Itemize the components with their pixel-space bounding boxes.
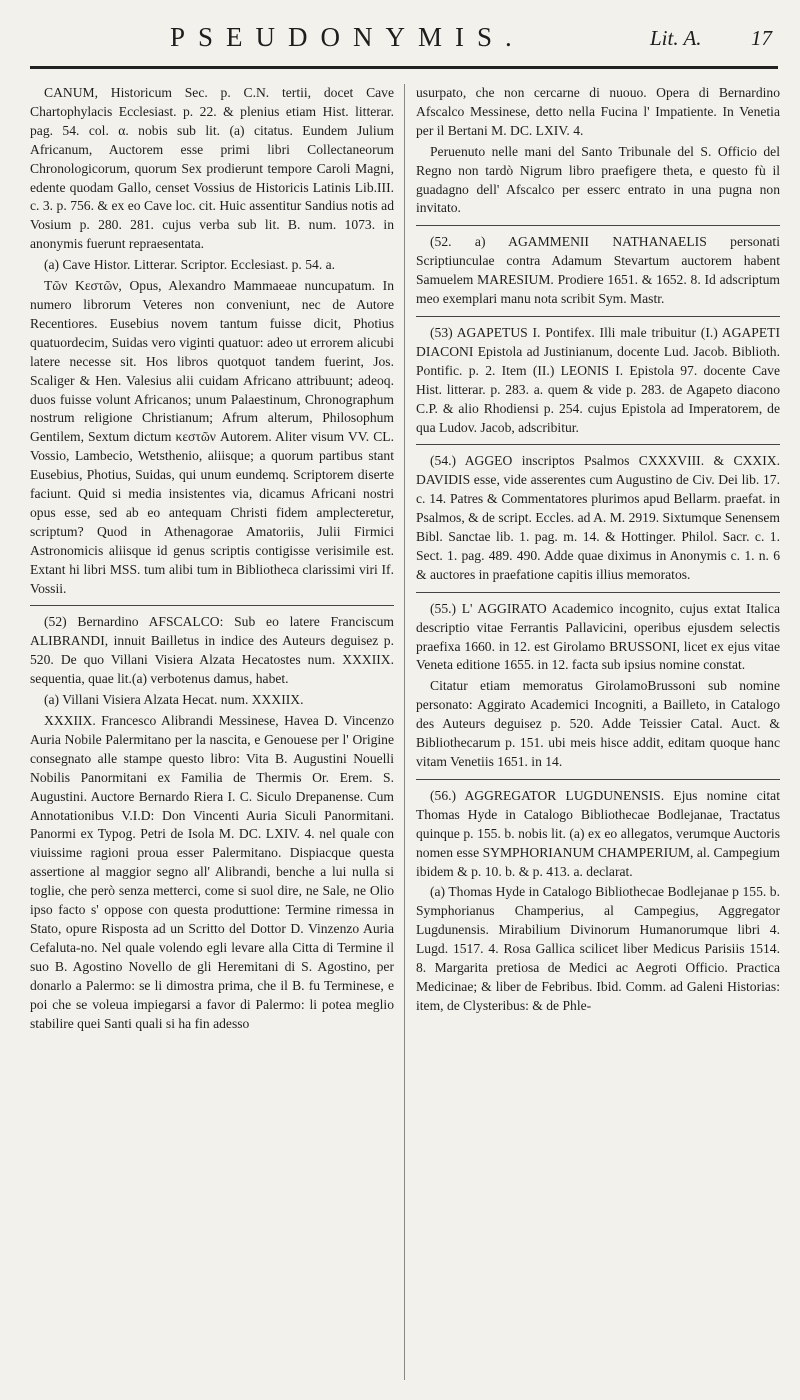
- entry-paragraph: (55.) L' AGGIRATO Academico incognito, cujus extat Italica descriptio vitae Ferrantis Pallavicini, operibus ejusdem selectis praefixa 1660. in 12. est Girolamo BRUSSONI, licet ex ejus vitae Veneta editione 1655. in 12. facta sub ipsius nomine constat.: [416, 600, 780, 673]
- entry-paragraph: CANUM, Historicum Sec. p. C.N. tertii, docet Cave Chartophylacis Ecclesiast. p. 22. & plenius etiam Hist. litterar. pag. 54. col. α. nobis sub lit. (a) citatus. Eundem Julium Africanum, Auctorem esse primi libri Collectaneorum Chronologicorum, quorum Sex prodierunt tempore Caroli Magni, edente quodam Gallo, censet Vossius de Historicis Latinis Lib.III. c. 3. p. 756. & ex eo Cave loc. cit. Huic assentitur Sandius notis ad Vosium p. 280. 281. cujus verba sub lit. B. num. 1073. in anonymis fuerunt repraesentata.: [30, 85, 394, 252]
- entry-separator: [416, 225, 780, 226]
- entry-paragraph: (56.) AGGREGATOR LUGDUNENSIS. Ejus nomine citat Thomas Hyde in Catalogo Bibliothecae Bodlejanae, Tractatus quinque p. 155. b. nobis lit. (a) ex eo allegatos, verumque Auctoris nomen esse SYMPHORIANUM CHAMPERIUM, al. Campegium ibidem & p. 10. b. & p. 413. a. declarat.: [416, 787, 780, 879]
- entry-paragraph: (53) AGAPETUS I. Pontifex. Illi male tribuitur (I.) AGAPETI DIACONI Epistola ad Justinianum, docente Lud. Jacob. Biblioth. Pontific. p. 2. Item (II.) LEONIS I. Epistola 97. docente Cave Hist. litterar. p. 283. a. quem & vide p. 283. de Agapeto diacono C.P. & alio Rhodiensi p. 254. cujus Epistola ad Imperatorem, de qua Ludov. Jacob, adscribitur.: [416, 324, 780, 435]
- entry-separator: [416, 592, 780, 593]
- entry-paragraph: XXXIIX. Francesco Alibrandi Messinese, Havea D. Vincenzo Auria Nobile Palermitano per la nascita, e Genouese per l' Origine consegnato alle stampe questo libro: Vita B. Augustini Nouelli Nobilis Panormitani ex Familia de Thermis Or. Erem. S. Augustini. Auctore Bernardo Riera I. C. Siculo Drepanense. Cum Annotationibus V.I.D: Don Vincenti Auria Siculi Panormitani. Panormi ex Typog. Petri de Isola M. DC. LXIV. 4. nel quale con viuissime ragioni proua esser Palermitano. Dispiacque questa assertione al maggior segno all' Alibrandi, benche a lui nulla si toglie, che però senza metterci, come si suol dire, ne Sale, ne Olio ipso facto s' oppose con questa produttione: Termine rimessa in Stato, opure Risposta ad un Scritto del Dottor D. Vinzenzo Auria Cefaluta-no. Nel quale volendo egli levare alla Citta di Termine il suo B. Agostino Novello de gli Heremitani di S. Agostino, per donarlo a Palermo: se li dimostra prima, che il B. fu Terminese, e poi che se voleua impiegarsi a favor di Palermo: li potea meglio stabilire quei Santi quali si ha fin adesso: [30, 713, 394, 1031]
- entry-paragraph: (a) Cave Histor. Litterar. Scriptor. Ecclesiast. p. 54. a.: [44, 257, 336, 273]
- entry-paragraph: usurpato, che non cercarne di nuouo. Opera di Bernardino Afscalco Messinese, detto nella Fucina l' Impatiente. In Venetia per il Bertani M. DC. LXIV. 4.: [416, 85, 780, 138]
- section-label: Lit. A.: [650, 26, 702, 50]
- right-column: [416, 84, 780, 1380]
- running-title: PSEUDONYMIS.: [170, 22, 525, 52]
- entry-separator: [416, 444, 780, 445]
- entry-separator: [416, 316, 780, 317]
- entry-separator: [416, 779, 780, 780]
- left-column: [30, 84, 394, 1380]
- header-rule: [30, 66, 778, 69]
- entry-paragraph: (a) Villani Visiera Alzata Hecat. num. XXXIIX.: [44, 692, 304, 708]
- page-number: 17: [751, 26, 772, 50]
- entry-paragraph: Peruenuto nelle mani del Santo Tribunale del S. Officio del Regno non tardò Nigrum libro praefigere theta, e questo fù il guadagno dell' Afscalco per esserc entrato in una pugna non invitato.: [416, 143, 780, 216]
- running-header: [30, 14, 778, 74]
- entry-paragraph: Citatur etiam memoratus GirolamoBrussoni sub nomine personato: Aggirato Academici Incogniti, a Bailleto, in Catalogo des Auteurs deguisez p. 520. Adde Teissier Catal. Auct. & Bibliothecarum p. 151. ubi meis hisce addit, editam quoque hanc vitam Venetiis 1651. in 14.: [416, 678, 780, 769]
- entry-paragraph: (52. a) AGAMMENII NATHANAELIS personati Scriptiunculae contra Adamum Stevartum auctorem habent Samuelem MARESIUM. Prodiere 1651. & 1652. 8. Id adscriptum meo exemplari manu nota scribit Sym. Mastr.: [416, 234, 780, 307]
- entry-paragraph: (a) Thomas Hyde in Catalogo Bibliothecae Bodlejanae p 155. b. Symphorianus Champerius, al Campegius, Aggregator Lugdunensis. Mirabilium Divinorum Humanorumque libri 4. Lugd. 1517. 4. Rosa Gallica scilicet liber Medicus Parisiis 1514. 8. Margarita pretiosa de Medici ac Aegroti Officio. Practica Medicinae; & liber de Febribus. Ibid. Comm. ad Galeni Historias: item, de Clysteribus: & de Phle-: [416, 884, 780, 1013]
- entry-paragraph: (54.) AGGEO inscriptos Psalmos CXXXVIII. & CXXIX. DAVIDIS esse, vide asserentes cum Augustino de Civ. Dei lib. 17. c. 14. Patres & Commentatores plurimos apud Bellarm. praefat. in Psalmos, & de script. Eccles. ad A. M. 2919. Sixtumque Senensem Bibl. Sanctae lib. 1. pag. m. 14. & Hottinger. Philol. Sacr. c. 1. Sect. 1. pag. 489. 490. Adde quae diximus in Anonymis c. 1. n. 6 & auctores in praefatione capitis illius memoratos.: [416, 453, 780, 582]
- entry-paragraph: Τῶν Κεστῶν, Opus, Alexandro Mammaeae nuncupatum. In numero librorum Veteres non conveniunt, nec de Autore Recentiores. Eusebius novem tantum fuisse dicit, Photius quatuordecim, Suidas vero viginti quatuor: adeo ut errorem alicubi latere necesse sit. Hos libros quotquot tandem fuerint, Jos. Scaliger & Hen. Valesius alii cuidam Africano attribuunt; adeoq. duos fuisse volunt Africanos; unum Palaestinum, Chronographum nostrum religione Christianum; Afrum alterum, Philosophum Gentilem, Sextum dictum κεστῶν Autorem. Aliter visum VV. CL. Vossio, Lambecio, Wetsthenio, aliisque; a quorum partibus stant Eusebius, Photius, Suidas, qui unum eundemq. Scriptorem diserte faciunt. Quid si media insistentes via, dicamus Africani nostri opus esse, sed ab eo antequam Christi fidem amplecteretur, scriptum? Quod in Athenagorae Amatoriis, Julii Firmici Astronomicis aliisque id genus scriptis contigisse verisimile est. Extant hi libri MSS. tum alibi tum in Bibliotheca clarissimi viri If. Vossii.: [30, 278, 394, 596]
- entry-separator: [30, 605, 394, 606]
- column-divider: [404, 84, 405, 1380]
- entry-paragraph: (52) Bernardino AFSCALCO: Sub eo latere Franciscum ALIBRANDI, innuit Bailletus in indice des Auteurs deguisez p. 520. De quo Villani Visiera Alzata Hecatostes num. XXXIIX. sequentia, quae lit.(a) verbotenus damus, habet.: [30, 614, 394, 687]
